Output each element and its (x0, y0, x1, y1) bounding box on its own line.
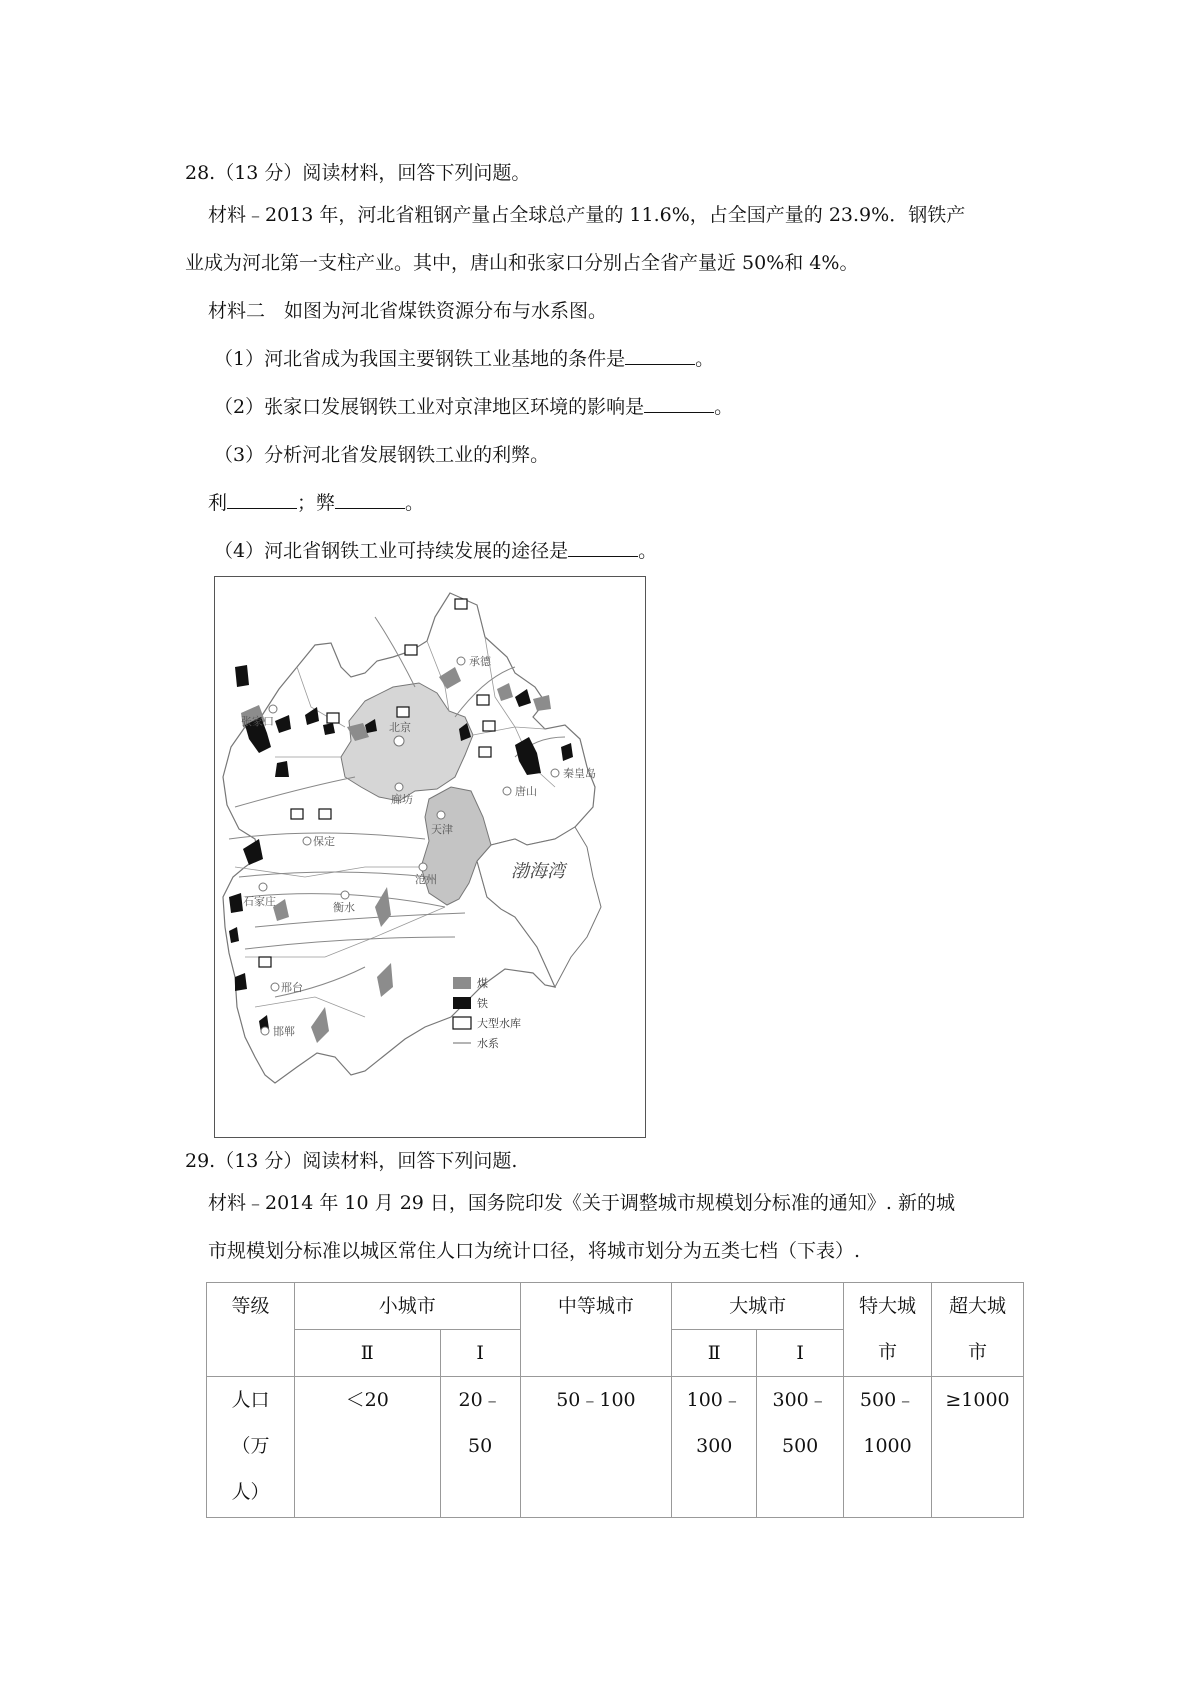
subheader-large-I: Ⅰ (757, 1330, 844, 1377)
cell-small-II: ＜20 (294, 1377, 440, 1518)
subheader-small-II: Ⅱ (294, 1330, 440, 1377)
q28-sub3: （3）分析河北省发展钢铁工业的利弊。 (214, 444, 550, 466)
q28-sub4-end: 。 (638, 540, 658, 562)
city-marker-chengde (457, 657, 465, 665)
city-marker-qinhuangdao (551, 769, 559, 777)
q28-sub3-answer (208, 490, 424, 516)
legend-river-label: 水系 (477, 1037, 499, 1050)
iron-patch (323, 723, 335, 735)
q28-sub4 (214, 538, 657, 564)
q28-material1-line2: 业成为河北第一支柱产业。其中，唐山和张家口分别占全省产量近 50%和 4%。 (185, 252, 859, 274)
q28-heading: 28.（13 分）阅读材料，回答下列问题。 (185, 162, 531, 184)
q28-sub2-end: 。 (714, 396, 734, 418)
cell-small-I-line2: 50 (467, 1435, 493, 1457)
map-svg (215, 577, 645, 1137)
city-label-tangshan: 唐山 (515, 785, 537, 798)
cell-mega (844, 1377, 932, 1518)
city-label-langfang: 廊坊 (391, 793, 413, 806)
table-header-row (207, 1283, 1024, 1330)
legend-iron-swatch (453, 997, 471, 1009)
city-label-shijiazhuang: 石家庄 (243, 895, 276, 908)
cell-large-I-line1: 300﹣ (772, 1389, 828, 1411)
city-marker-zhangjiakou (269, 705, 277, 713)
header-mega-city (844, 1283, 932, 1377)
header-super-line1: 超大城 (948, 1295, 1006, 1317)
header-mega-line1: 特大城 (859, 1295, 917, 1317)
city-marker-baoding (303, 837, 311, 845)
city-label-chengde: 承德 (469, 655, 491, 668)
q29-material-line2: 市规模划分标准以城区常住人口为统计口径，将城市划分为五类七档（下表）. (208, 1240, 861, 1262)
row-label-line1: 人口 (231, 1389, 270, 1411)
row-label-line3: 人） (231, 1481, 270, 1503)
cell-large-II-line2: 300 (696, 1435, 733, 1457)
city-label-cangzhou: 沧州 (415, 873, 437, 886)
header-grade: 等级 (207, 1283, 295, 1377)
cell-super: ≥1000 (932, 1377, 1024, 1518)
cell-large-I (757, 1377, 844, 1518)
city-label-xingtai: 邢台 (281, 981, 303, 994)
legend-reservoir-label: 大型水库 (477, 1017, 521, 1030)
city-label-baoding: 保定 (313, 835, 335, 848)
header-large-city: 大城市 (672, 1283, 844, 1330)
city-label-hengshui: 衡水 (333, 901, 355, 914)
header-super-city (932, 1283, 1024, 1377)
city-marker-hengshui (341, 891, 349, 899)
reservoir-icon (477, 695, 489, 705)
q29-heading: 29.（13 分）阅读材料，回答下列问题. (185, 1150, 518, 1172)
city-marker-langfang (395, 783, 403, 791)
city-marker-tianjin (437, 811, 445, 819)
cell-small-I (440, 1377, 520, 1518)
answer-blank-li[interactable] (227, 490, 297, 509)
q28-sub1-end: 。 (695, 348, 715, 370)
row-label-population (207, 1377, 295, 1518)
city-marker-beijing (394, 736, 404, 746)
reservoir-icon (259, 957, 271, 967)
reservoir-icon (327, 713, 339, 723)
table-row (207, 1377, 1024, 1518)
city-scale-table (206, 1282, 1024, 1518)
row-label-line2: （万 (231, 1435, 270, 1457)
q29-material-line1: 材料﹣2014 年 10 月 29 日，国务院印发《关于调整城市规模划分标准的通知》. 新的城 (208, 1192, 955, 1214)
cell-mega-line1: 500﹣ (859, 1389, 916, 1411)
city-label-beijing: 北京 (389, 721, 411, 734)
reservoir-icon (319, 809, 331, 819)
legend-reservoir-swatch (453, 1017, 471, 1029)
city-marker-cangzhou (419, 863, 427, 871)
q28-material1-line1: 材料﹣2013 年，河北省粗钢产量占全球总产量的 11.6%，占全国产量的 23.9%．钢铁产 (208, 204, 966, 226)
city-marker-xingtai (271, 983, 279, 991)
cell-medium: 50﹣100 (520, 1377, 672, 1518)
answer-blank-4[interactable] (568, 538, 638, 557)
cell-large-I-line2: 500 (782, 1435, 819, 1457)
q28-sub1-text: （1）河北省成为我国主要钢铁工业基地的条件是 (214, 348, 626, 370)
cell-large-II-line1: 100﹣ (686, 1389, 742, 1411)
city-label-tianjin: 天津 (431, 823, 453, 836)
header-super-line2: 市 (967, 1341, 987, 1363)
city-marker-handan (261, 1027, 269, 1035)
iron-patch (235, 665, 249, 687)
hebei-outline (223, 593, 595, 1083)
city-label-qinhuangdao: 秦皇岛 (563, 767, 596, 780)
city-label-zhangjiakou: 张家口 (241, 715, 274, 728)
bay-label: 渤海湾 (511, 861, 565, 882)
q28-sub4-text: （4）河北省钢铁工业可持续发展的途径是 (214, 540, 569, 562)
reservoir-icon (291, 809, 303, 819)
iron-patch (275, 761, 289, 777)
city-marker-tangshan (503, 787, 511, 795)
header-medium-city: 中等城市 (520, 1283, 672, 1377)
reservoir-icon (483, 721, 495, 731)
reservoir-icon (455, 599, 467, 609)
answer-blank-2[interactable] (644, 394, 714, 413)
subheader-small-I: Ⅰ (440, 1330, 520, 1377)
city-marker-shijiazhuang (259, 883, 267, 891)
legend-coal-swatch (453, 977, 471, 989)
answer-blank-bi[interactable] (335, 490, 405, 509)
q28-sub1 (214, 346, 714, 372)
subheader-large-II: Ⅱ (672, 1330, 757, 1377)
cell-small-I-line1: 20﹣ (458, 1389, 502, 1411)
hebei-resource-map (214, 576, 646, 1138)
answer-blank-1[interactable] (625, 346, 695, 365)
city-label-handan: 邯郸 (273, 1025, 295, 1038)
header-mega-line2: 市 (878, 1341, 898, 1363)
map-legend (453, 976, 521, 1050)
cell-large-II (672, 1377, 757, 1518)
reservoir-icon (405, 645, 417, 655)
reservoir-icon (479, 747, 491, 757)
q28-sub3-end: 。 (405, 492, 425, 514)
q28-li-label: 利 (208, 492, 228, 514)
q28-bi-label: ；弊 (297, 492, 336, 514)
q28-material2: 材料二 如图为河北省煤铁资源分布与水系图。 (208, 300, 608, 322)
header-small-city: 小城市 (294, 1283, 520, 1330)
legend-coal-label: 煤 (477, 977, 488, 990)
q28-sub2 (214, 394, 733, 420)
q28-sub2-text: （2）张家口发展钢铁工业对京津地区环境的影响是 (214, 396, 645, 418)
reservoir-icon (397, 707, 409, 717)
cell-mega-line2: 1000 (863, 1435, 912, 1457)
legend-iron-label: 铁 (477, 997, 488, 1010)
